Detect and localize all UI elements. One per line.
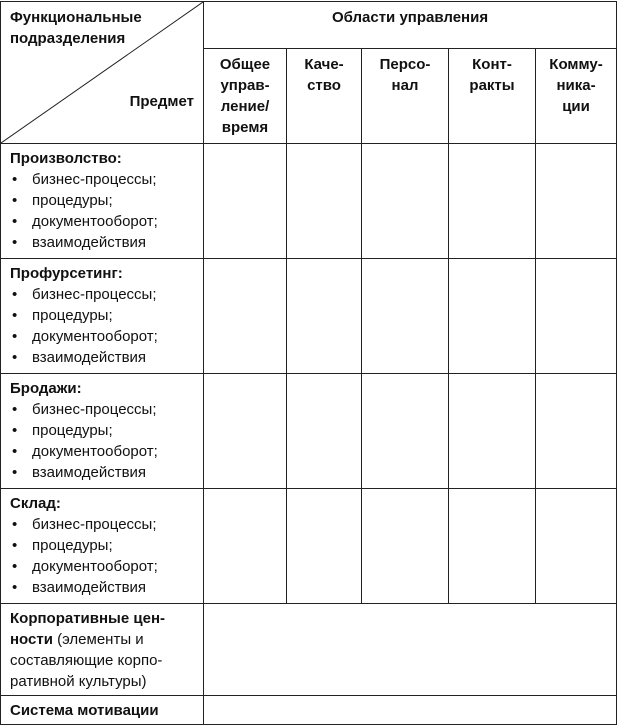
empty-cell	[536, 489, 617, 604]
list-item: • бизнес-процессы;	[12, 286, 157, 303]
bullet-icon: •	[12, 192, 18, 209]
table-row	[1, 604, 617, 696]
row-item-list	[10, 399, 203, 483]
empty-cell	[536, 259, 617, 374]
bullet-icon: •	[12, 401, 18, 418]
bullet-icon: •	[12, 537, 18, 554]
corner-label-subject: Предмет	[129, 93, 194, 110]
empty-cell	[536, 144, 617, 259]
list-item: • процедуры;	[12, 192, 113, 209]
empty-merged-cell	[204, 696, 617, 725]
row-header	[1, 144, 204, 259]
column-header-general: Общее управ- ление/ время	[204, 49, 287, 144]
bullet-icon: •	[12, 213, 18, 230]
bullet-icon: •	[12, 286, 18, 303]
list-item: • взаимодействия	[12, 349, 147, 366]
corporate-values-cell	[1, 604, 204, 696]
row-header	[1, 259, 204, 374]
empty-cell	[287, 374, 362, 489]
list-item: • процедуры;	[12, 537, 113, 554]
motivation-cell	[1, 696, 204, 725]
row-title: Профурсетинг:	[10, 265, 123, 282]
table-row	[1, 489, 617, 604]
list-item: • бизнес-процессы;	[12, 516, 157, 533]
row-title: Склад:	[10, 495, 61, 512]
corporate-values-title: Корпоративные цен- ности	[10, 610, 165, 648]
management-matrix-table	[0, 1, 617, 725]
empty-cell	[287, 144, 362, 259]
list-item: • документооборот;	[12, 213, 158, 230]
row-item-list	[10, 284, 203, 368]
bullet-icon: •	[12, 443, 18, 460]
column-header-contracts: Конт- ракты	[449, 49, 536, 144]
list-item: • взаимодействия	[12, 464, 147, 481]
empty-cell	[287, 489, 362, 604]
row-item-list	[10, 169, 203, 253]
empty-cell	[362, 489, 449, 604]
bullet-icon: •	[12, 579, 18, 596]
list-item: • взаимодействия	[12, 579, 147, 596]
empty-cell	[204, 489, 287, 604]
row-header	[1, 374, 204, 489]
list-item: • процедуры;	[12, 422, 113, 439]
corner-label-departments: Функциональные подразделения	[10, 9, 142, 47]
list-item: • взаимодействия	[12, 234, 147, 251]
empty-cell	[362, 259, 449, 374]
empty-cell	[449, 259, 536, 374]
table-row	[1, 696, 617, 725]
list-item: • процедуры;	[12, 307, 113, 324]
bullet-icon: •	[12, 328, 18, 345]
bullet-icon: •	[12, 307, 18, 324]
motivation-title: Система мотивации	[10, 702, 159, 719]
empty-cell	[449, 144, 536, 259]
column-header-quality: Каче- ство	[287, 49, 362, 144]
empty-merged-cell	[204, 604, 617, 696]
row-item-list	[10, 514, 203, 598]
row-title: Произволство:	[10, 150, 122, 167]
row-header	[1, 489, 204, 604]
empty-cell	[362, 374, 449, 489]
bullet-icon: •	[12, 349, 18, 366]
row-title: Бродажи:	[10, 380, 82, 397]
bullet-icon: •	[12, 234, 18, 251]
empty-cell	[287, 259, 362, 374]
column-header-personnel: Персо- нал	[362, 49, 449, 144]
bullet-icon: •	[12, 464, 18, 481]
corner-header-cell	[1, 2, 204, 144]
empty-cell	[204, 374, 287, 489]
table-row	[1, 374, 617, 489]
areas-title: Области управления	[331, 9, 489, 26]
bullet-icon: •	[12, 558, 18, 575]
bullet-icon: •	[12, 171, 18, 188]
empty-cell	[362, 144, 449, 259]
bullet-icon: •	[12, 516, 18, 533]
list-item: • документооборот;	[12, 328, 158, 345]
bullet-icon: •	[12, 422, 18, 439]
list-item: • документооборот;	[12, 443, 158, 460]
empty-cell	[536, 374, 617, 489]
list-item: • бизнес-процессы;	[12, 171, 157, 188]
empty-cell	[204, 259, 287, 374]
areas-header-cell	[204, 2, 617, 49]
table-row	[1, 144, 617, 259]
empty-cell	[449, 489, 536, 604]
table-row	[1, 259, 617, 374]
empty-cell	[449, 374, 536, 489]
corporate-values-note: (элементы и составляющие корпо-ративной культуры)	[10, 631, 163, 690]
list-item: • бизнес-процессы;	[12, 401, 157, 418]
empty-cell	[204, 144, 287, 259]
column-header-communications: Комму- ника- ции	[536, 49, 617, 144]
list-item: • документооборот;	[12, 558, 158, 575]
